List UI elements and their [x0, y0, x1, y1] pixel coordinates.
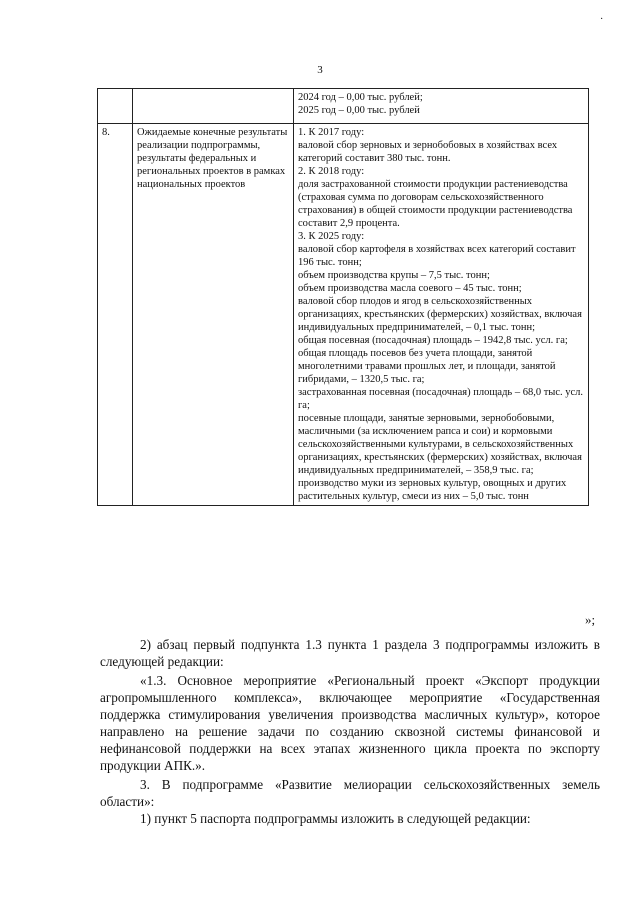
content-line: 2025 год – 0,00 тыс. рублей [298, 105, 420, 116]
row-content-cell [294, 89, 589, 124]
table-row [98, 124, 589, 506]
subprogram-table [97, 88, 589, 506]
paragraph: 3. В подпрограмме «Развитие мелиорации сельскохозяйственных земель области»: [100, 777, 600, 809]
row-number-cell: 8. [98, 124, 133, 506]
row-label-cell: Ожидаемые конечные результаты реализации подпрограммы, результаты федеральных и региональных проектов в рамках национальных проектов [133, 124, 294, 506]
content-line: 2. К 2018 году: [298, 166, 365, 177]
content-line: валовой сбор картофеля в хозяйствах всех категорий составит 196 тыс. тонн; [298, 244, 576, 268]
paragraph: «1.3. Основное мероприятие «Региональный проект «Экспорт продукции агропромышленного комплекса», включающее мероприятие «Государственная поддержка стимулирования увеличения производства масличных культур», которое направлено на решение задачи по созданию сквозной системы финансовой и нефинансовой поддержки на всех этапах жизненного цикла проекта по экспорту продукции АПК.». [100, 673, 600, 773]
content-line: общая площадь посевов без учета площади, занятой многолетними травами прошлых лет, и площади, занятой гибридами, – 1320,5 тыс. га; [298, 348, 556, 385]
row-content-cell [294, 124, 589, 506]
row-label-cell [133, 89, 294, 124]
page-number: 3 [317, 64, 323, 76]
content-line: застрахованная посевная (посадочная) площадь – 68,0 тыс. усл. га; [298, 387, 584, 411]
content-line: валовой сбор плодов и ягод в сельскохозяйственных организациях, крестьянских (фермерских) хозяйствах, включая индивидуальных предпринимателей, – 0,1 тыс. тонн; [298, 296, 582, 333]
content-line: посевные площади, занятые зерновыми, зернобобовыми, масличными (за исключением рапса и сои) и кормовыми сельскохозяйственными культурами, в сельскохозяйственных организациях, крестьянских (фермерских) хозяйствах, включая индивидуальных предпринимателей, – 358,9 тыс. га; [298, 413, 582, 476]
table-closing-quote: »; [585, 612, 596, 627]
content-line: объем производства крупы – 7,5 тыс. тонн; [298, 270, 490, 281]
content-line: общая посевная (посадочная) площадь – 1942,8 тыс. усл. га; [298, 335, 568, 346]
content-line: доля застрахованной стоимости продукции растениеводства (страховая сумма по договорам сельскохозяйственного страхования) в общей стоимости продукции растениеводства составит 2,9 процента. [298, 179, 573, 229]
paragraph: 2) абзац первый подпункта 1.3 пункта 1 раздела 3 подпрограммы изложить в следующей редакции: [100, 637, 600, 669]
content-line: 2024 год – 0,00 тыс. рублей; [298, 92, 423, 103]
corner-mark: · [600, 14, 604, 25]
content-line: 1. К 2017 году: [298, 127, 365, 138]
table-row [98, 89, 589, 124]
row-number-cell [98, 89, 133, 124]
content-line: производство муки из зерновых культур, овощных и других растительных культур, смеси из них – 5,0 тыс. тонн [298, 478, 567, 502]
content-line: объем производства масла соевого – 45 тыс. тонн; [298, 283, 522, 294]
content-line: валовой сбор зерновых и зернобобовых в хозяйствах всех категорий составит 380 тыс. тонн. [298, 140, 558, 164]
content-line: 3. К 2025 году: [298, 231, 365, 242]
paragraph: 1) пункт 5 паспорта подпрограммы изложить в следующей редакции: [140, 811, 531, 826]
